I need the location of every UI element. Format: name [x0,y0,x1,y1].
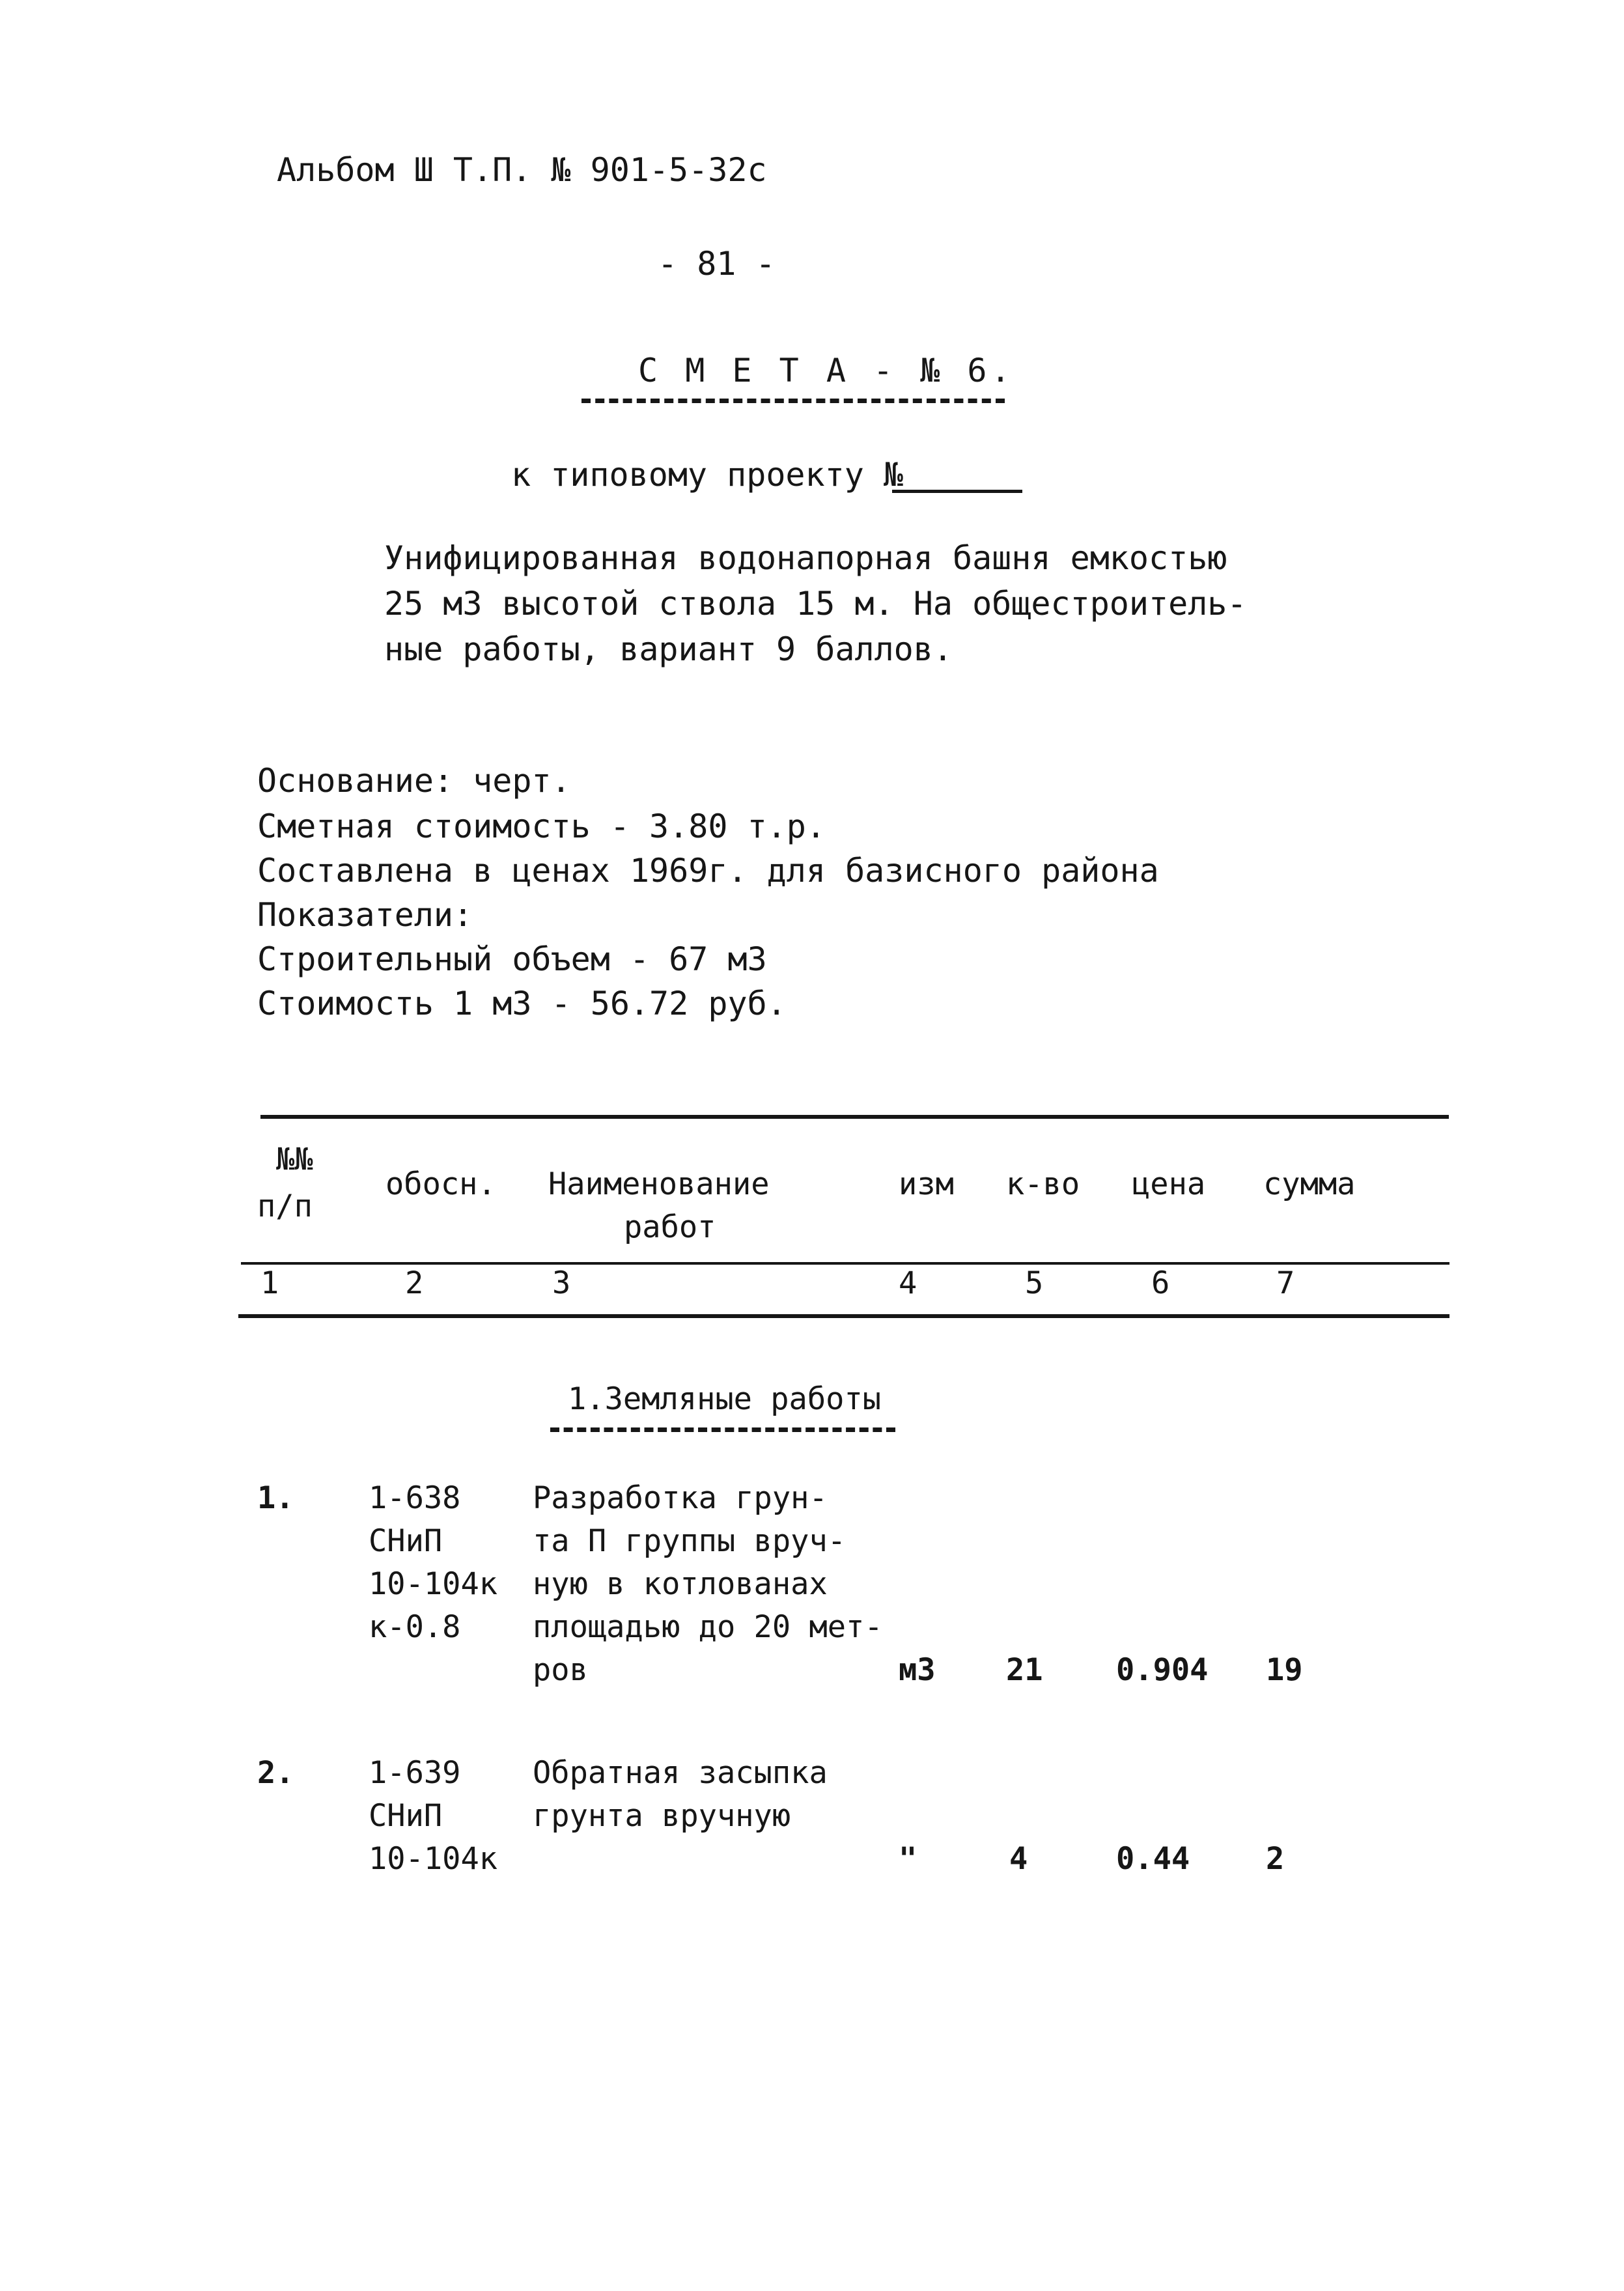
description-line-2: 25 м3 высотой ствола 15 м. На общестроитель- [384,585,1247,623]
table-header-bottom-rule [238,1314,1449,1318]
row-work-name [533,1752,828,1838]
work-name-line: Разработка грун- [533,1480,828,1516]
title-underline [581,399,1005,403]
column-number: 7 [1276,1265,1295,1301]
work-name-line: та П группы вруч- [533,1523,847,1559]
row-sum: 2 [1266,1841,1285,1877]
column-number: 1 [260,1265,279,1301]
header-unit: изм [899,1166,954,1202]
column-number: 4 [899,1265,917,1301]
project-number-blank [892,490,1022,493]
work-name-line: площадью до 20 мет- [533,1609,883,1645]
row-work-name [533,1477,883,1692]
info-estimated-cost: Сметная стоимость - 3.80 т.р. [257,808,826,845]
basis-line: 10-104к [369,1566,498,1602]
row-quantity: 21 [1006,1652,1043,1688]
header-name-line2: работ [624,1209,716,1245]
work-name-line: грунта вручную [533,1798,791,1834]
basis-line: 1-638 [369,1480,461,1516]
row-quantity: 4 [1009,1841,1028,1877]
work-name-line: Обратная засыпка [533,1755,828,1791]
column-number: 5 [1025,1265,1044,1301]
work-name-line: ную в котлованах [533,1566,828,1602]
info-indicators-label: Показатели: [257,896,473,934]
header-price: цена [1132,1166,1206,1202]
basis-line: 10-104к [369,1841,498,1877]
column-number: 6 [1151,1265,1170,1301]
section-title-underline [550,1427,895,1432]
info-prices-note: Составлена в ценах 1969г. для базисного района [257,852,1159,890]
header-basis: обосн. [385,1166,496,1202]
description-line-1: Унифицированная водонапорная башня емкостью [384,539,1227,577]
info-volume: Строительный объем - 67 м3 [257,940,767,978]
basis-line: СНиП [369,1798,443,1834]
basis-line: 1-639 [369,1755,461,1791]
header-sum: сумма [1263,1166,1356,1202]
row-number: 2. [257,1755,294,1791]
column-number: 3 [552,1265,571,1301]
header-quantity: к-во [1006,1166,1080,1202]
table-top-rule [260,1115,1449,1119]
document-title: С М Е Т А - № 6. [638,352,1015,389]
basis-line: к-0.8 [369,1609,461,1645]
column-number: 2 [405,1265,424,1301]
header-num-line2: п/п [257,1188,313,1224]
basis-line: СНиП [369,1523,443,1559]
row-unit: " [899,1841,917,1877]
row-price: 0.904 [1116,1652,1209,1688]
header-num-line1: №№ [276,1142,313,1177]
row-basis [369,1752,497,1881]
info-basis: Основание: черт. [257,762,571,800]
description-line-3: ные работы, вариант 9 баллов. [384,630,953,668]
row-sum: 19 [1266,1652,1303,1688]
section-title: 1.Земляные работы [568,1381,882,1417]
row-basis [369,1477,497,1649]
page-number: - 81 - [658,245,776,283]
album-reference: Альбом Ш Т.П. № 901-5-32с [277,151,767,189]
project-reference: к типовому проекту № [511,456,904,494]
row-price: 0.44 [1116,1841,1190,1877]
row-unit: м3 [899,1652,936,1688]
info-unit-cost: Стоимость 1 м3 - 56.72 руб. [257,985,787,1022]
work-name-line: ров [533,1652,588,1688]
header-name-line1: Наименование [548,1166,770,1202]
row-number: 1. [257,1480,294,1516]
